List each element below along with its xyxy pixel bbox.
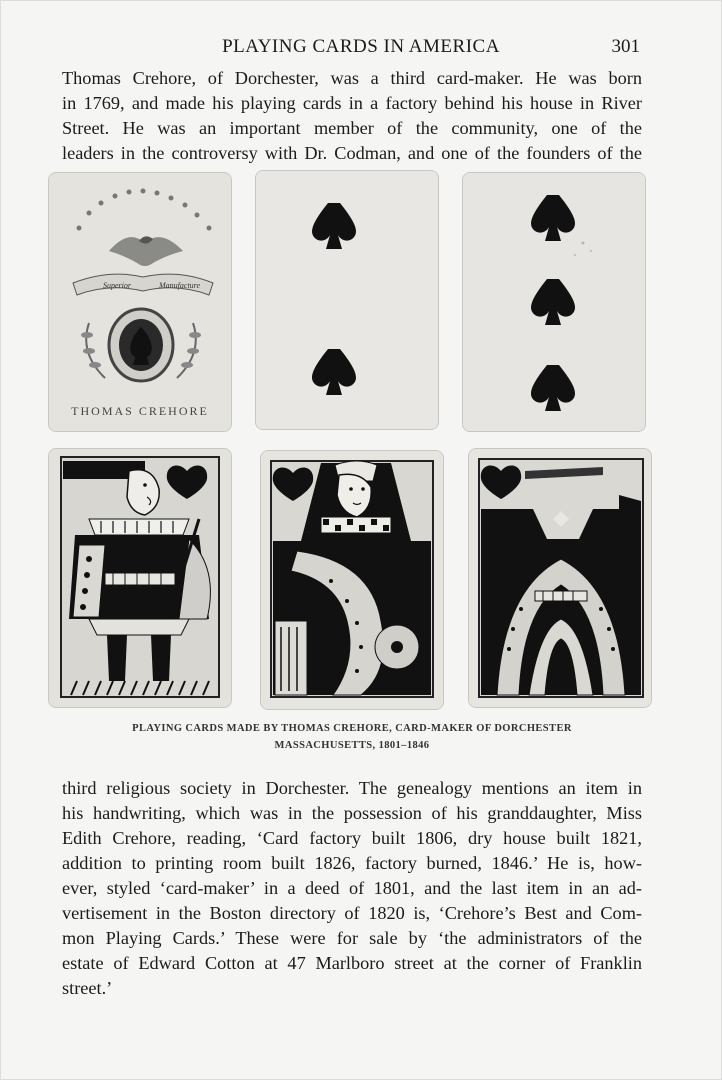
text-line: vertisement in the Boston directory of 1820 is, ‘Crehore’s Best and Com- — [62, 903, 642, 923]
text-line: Street. He was an important member of the community, one of the — [62, 118, 642, 138]
paragraph-bottom — [62, 776, 642, 1001]
queen-of-hearts-card — [260, 450, 444, 710]
ace-of-spades-illustration — [49, 173, 231, 431]
text-line: mon Playing Cards.’ These were for sale by ‘the administrators of the — [62, 928, 642, 948]
text-line: ever, styled ‘card-maker’ in a deed of 1801, and the last item in an ad- — [62, 878, 642, 898]
two-of-spades-illustration — [256, 171, 438, 429]
ace-of-spades-card — [48, 172, 232, 432]
running-title: PLAYING CARDS IN AMERICA — [222, 36, 500, 57]
caption-line: MASSACHUSETTS, 1801–1846 — [274, 740, 430, 751]
king-of-hearts-card — [48, 448, 232, 708]
king-of-hearts-illustration — [49, 449, 231, 707]
three-of-spades-card — [462, 172, 646, 432]
text-line: street.’ — [62, 978, 113, 998]
page-number: 301 — [611, 36, 640, 57]
text-line: Thomas Crehore, of Dorchester, was a third card-maker. He was born — [62, 68, 642, 88]
text-line: estate of Edward Cotton at 47 Marlboro street at the corner of Franklin — [62, 953, 642, 973]
jack-of-hearts-card — [468, 448, 652, 708]
running-head — [0, 36, 722, 60]
text-line: Edith Crehore, reading, ‘Card factory built 1806, dry house built 1821, — [62, 828, 642, 848]
text-line: in 1769, and made his playing cards in a factory behind his house in River — [62, 93, 642, 113]
plate-caption — [62, 720, 642, 754]
two-of-spades-card — [255, 170, 439, 430]
text-line: third religious society in Dorchester. The genealogy mentions an item in — [62, 778, 642, 798]
ribbon-left-text: Superior — [103, 281, 131, 290]
text-line: leaders in the controversy with Dr. Codman, and one of the founders of the — [62, 143, 642, 163]
queen-of-hearts-illustration — [261, 451, 443, 709]
paragraph-top — [62, 66, 642, 166]
text-line: addition to printing room built 1826, factory burned, 1846.’ He is, how- — [62, 853, 642, 873]
ribbon-right-text: Manufacture — [159, 281, 201, 290]
jack-of-hearts-illustration — [469, 449, 651, 707]
caption-line: PLAYING CARDS MADE BY THOMAS CREHORE, CARD-MAKER OF DORCHESTER — [132, 723, 572, 734]
text-line: his handwriting, which was in the possession of his granddaughter, Miss — [62, 803, 642, 823]
maker-name-lettering: THOMAS CREHORE — [71, 404, 209, 418]
card-plate — [40, 164, 652, 710]
three-of-spades-illustration — [463, 173, 645, 431]
